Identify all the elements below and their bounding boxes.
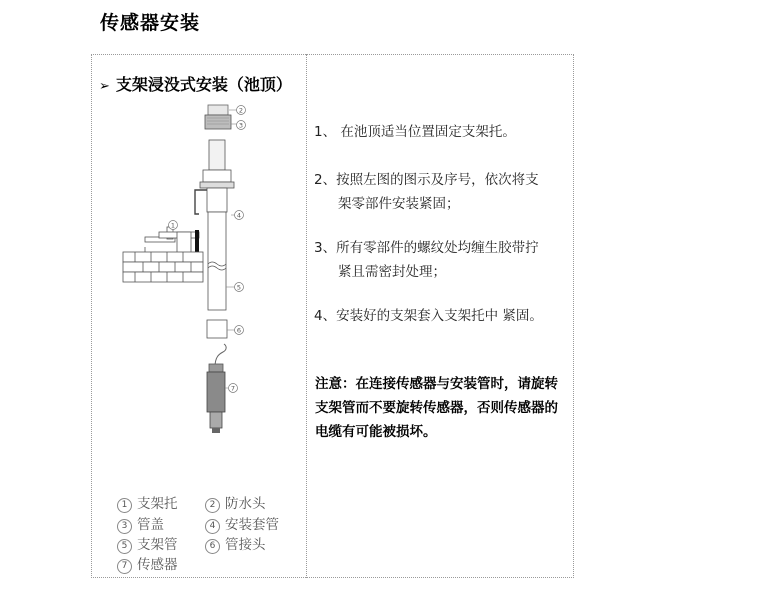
- pipe-joint-part: [207, 320, 227, 338]
- callout-7: 7: [230, 384, 236, 393]
- legend-number: 4: [205, 519, 220, 534]
- legend-item: [117, 533, 178, 554]
- legend-number: 2: [205, 498, 220, 513]
- callout-1: 1: [170, 221, 176, 230]
- legend-number: 1: [117, 498, 132, 513]
- hook-part: [195, 190, 207, 214]
- callout-4: 4: [236, 211, 242, 220]
- legend-item: [205, 513, 279, 534]
- legend-number: 7: [117, 559, 132, 574]
- step-line: 3、所有零部件的螺纹处均缠生胶带拧: [314, 240, 539, 256]
- legend-label: 管盖: [137, 517, 164, 533]
- callout-6: 6: [236, 326, 242, 335]
- legend-label: 管接头: [225, 537, 266, 553]
- step-3: [314, 236, 576, 284]
- callout-3: 3: [238, 121, 244, 130]
- legend-number: 5: [117, 539, 132, 554]
- section-title: [99, 72, 292, 95]
- step-2: [314, 168, 576, 216]
- step-1: [314, 120, 576, 144]
- legend-item: [205, 492, 266, 513]
- pipe-cap-part: [209, 140, 225, 170]
- legend-item: [205, 533, 266, 554]
- arrow-bullet-icon: ➢: [99, 79, 110, 94]
- warning-note: 注意：在连接传感器与安装管时，请旋转支架管而不要旋转传感器，否则传感器的电缆有可能被损坏。: [315, 376, 558, 440]
- step-line: 4、安装好的支架套入支架托中 紧固。: [314, 308, 543, 324]
- page-title: 传感器安装: [100, 12, 201, 34]
- legend-item: [117, 553, 178, 574]
- callout-2: 2: [238, 106, 244, 115]
- installation-sleeve-part: [200, 170, 234, 212]
- legend-number: 3: [117, 519, 132, 534]
- waterproof-head-part: [205, 105, 231, 129]
- installation-diagram: [115, 102, 265, 442]
- legend-label: 传感器: [137, 557, 178, 573]
- step-line: 1、 在池顶适当位置固定支架托。: [314, 124, 516, 140]
- legend-item: [117, 492, 178, 513]
- legend-number: 6: [205, 539, 220, 554]
- sensor-part: [207, 364, 225, 433]
- step-line: 2、按照左图的图示及序号，依次将支: [314, 172, 539, 188]
- legend-label: 支架管: [137, 537, 178, 553]
- section-title-text: 支架浸没式安装（池顶）: [115, 75, 292, 94]
- step-line-continued: 架零部件安装紧固；: [338, 196, 460, 212]
- legend-label: 防水头: [225, 496, 266, 512]
- bracket-on-wall: [123, 227, 203, 282]
- legend-label: 支架托: [137, 496, 178, 512]
- callout-5: 5: [236, 283, 242, 292]
- legend-label: 安装套管: [225, 517, 279, 533]
- sensor-cable: [215, 344, 226, 367]
- step-4: [314, 304, 576, 328]
- support-pipe-part: [208, 212, 226, 310]
- step-line-continued: 紧且需密封处理；: [338, 264, 446, 280]
- legend-item: [117, 513, 164, 534]
- column-divider: [306, 54, 307, 578]
